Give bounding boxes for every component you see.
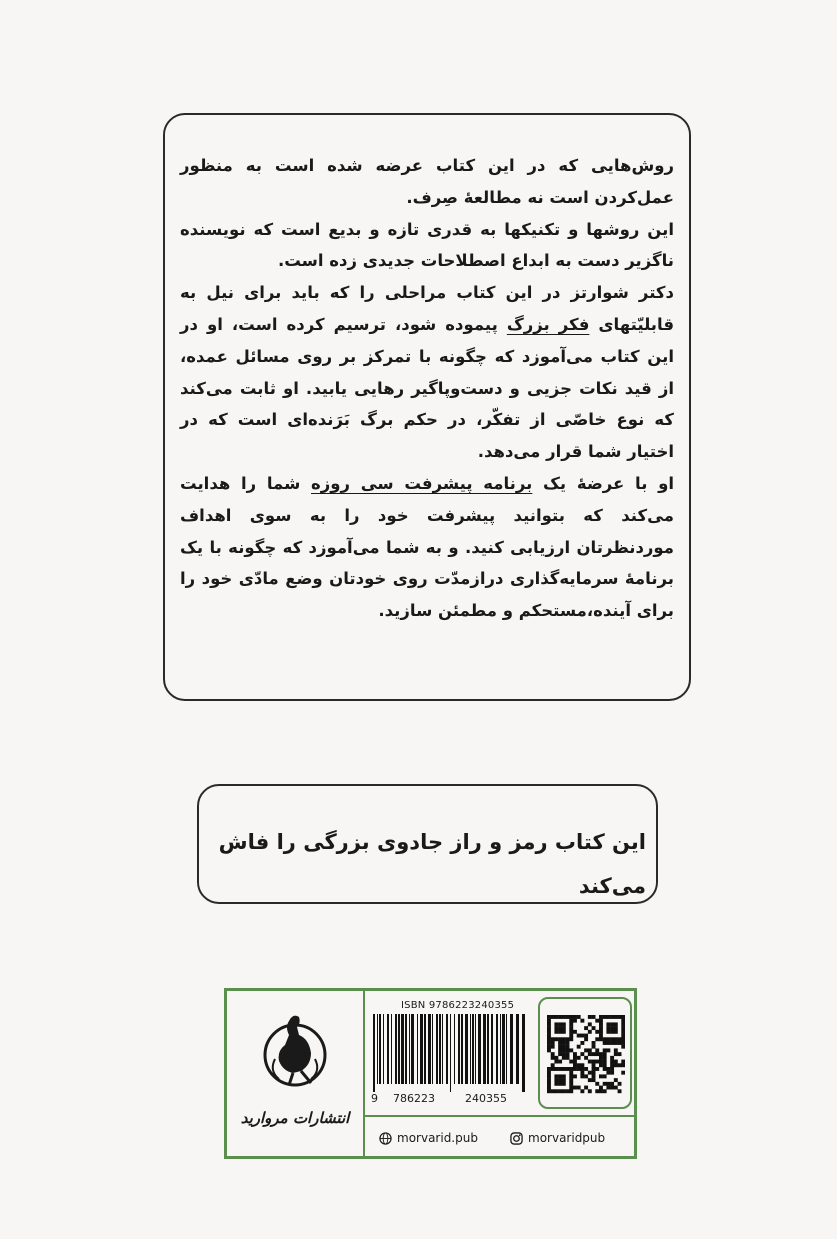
instagram-link[interactable]	[510, 1131, 605, 1145]
isbn-label: ISBN 9786223240355	[401, 1000, 515, 1011]
barcode-digits	[371, 1092, 531, 1106]
qr-code-box	[538, 997, 632, 1109]
slogan-text: این کتاب رمز و راز جادوی بزرگی را فاش می‌کند	[218, 830, 646, 898]
paragraph-1: روش‌هایی که در این کتاب عرضه شده است به منظور عمل‌کردن است نه مطالعهٔ صِرف.	[180, 156, 674, 207]
website-link[interactable]	[379, 1131, 478, 1145]
panel-divider-vertical	[363, 991, 365, 1156]
barcode-digit-prefix: 9	[371, 1092, 378, 1105]
barcode-bars	[371, 1014, 531, 1092]
barcode-digits-right: 240355	[465, 1092, 507, 1105]
publisher-panel	[224, 988, 637, 1159]
paragraph-3	[180, 277, 674, 468]
instagram-icon	[510, 1132, 523, 1145]
description-text	[180, 150, 674, 627]
panel-divider-horizontal	[363, 1115, 634, 1117]
paragraph-3-start: دکتر شوارتز در این کتاب مراحلی را که باید برای نیل به قابلیّتهای	[180, 283, 674, 334]
bird-logo-icon	[263, 1005, 327, 1105]
globe-icon	[379, 1132, 392, 1145]
publisher-name: انتشارات مروارید	[240, 1109, 350, 1127]
paragraph-4-end: شما را هدایت می‌کند که بتوانید پیشرفت خود را به سوی اهداف موردنظرتان ارزیابی کنید. و به شما می‌آموزد که چگونه با یک برنامهٔ سرمایه‌گذاری درازمدّت روی خودتان وضع مادّی خود را برای آینده،مستحکم و مطمئن سازید.	[180, 473, 674, 621]
instagram-label: morvaridpub	[528, 1131, 606, 1145]
isbn-barcode	[371, 1000, 531, 1108]
underlined-term-big-thinking: فکر بزرگ	[506, 314, 590, 334]
paragraph-3-end: پیموده شود، ترسیم کرده است، او در این کتاب می‌آموزد که چگونه با تمرکز بر روی مسائل عمده، از قید نکات جزیی و دست‌وپاگیر رهایی یابید. او ثابت می‌کند که نوع خاصّی از تفکّر، در حکم برگ بَرَنده‌ای است که در اختیار شما قرار می‌دهد.	[180, 314, 674, 462]
barcode-digits-left: 786223	[393, 1092, 435, 1105]
paragraph-4-start: او با عرضهٔ یک	[532, 473, 674, 493]
website-label: morvarid.pub	[397, 1131, 478, 1145]
qr-code-icon	[547, 1007, 625, 1101]
underlined-term-thirty-day-plan: برنامه پیشرفت سی روزه	[311, 473, 533, 493]
paragraph-2: این روشها و تکنیکها به قدری تازه و بدیع است که نویسنده ناگزیر دست به ابداع اصطلاحات جدیدی زده است.	[180, 219, 674, 271]
paragraph-4	[180, 468, 674, 627]
